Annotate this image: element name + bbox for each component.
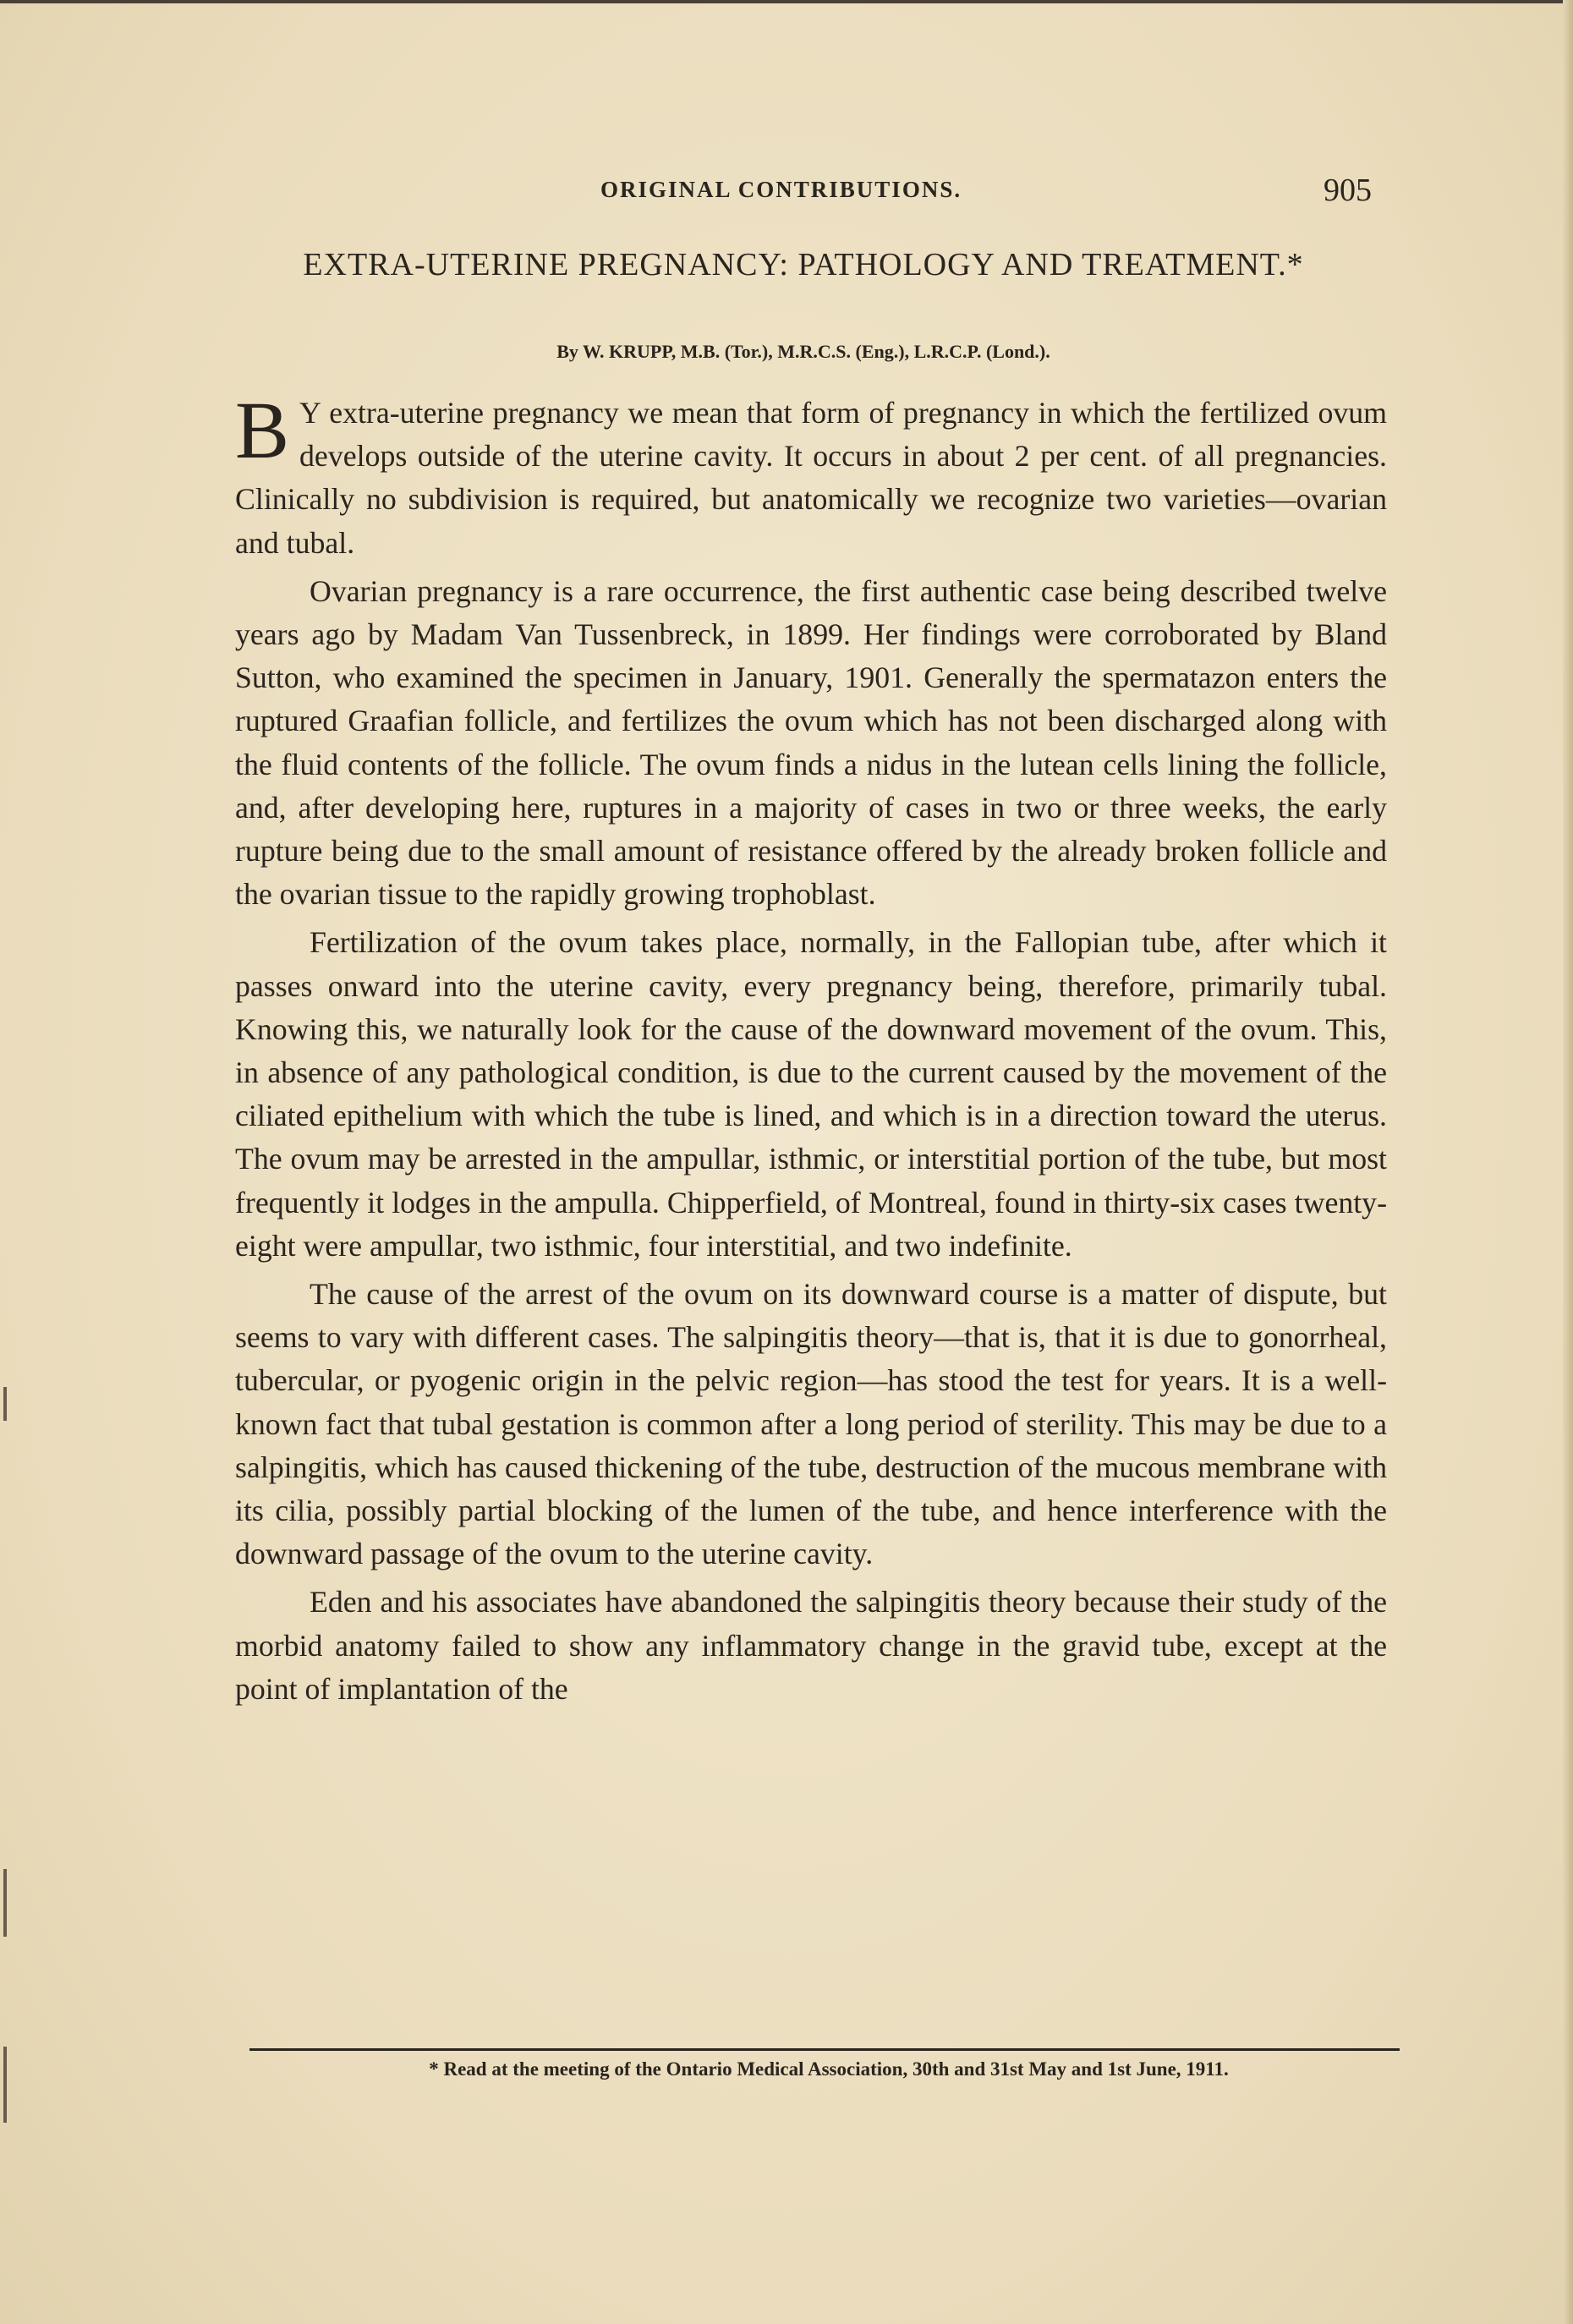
page-right-edge [1563, 0, 1573, 2324]
paragraph: Ovarian pregnancy is a rare occurrence, the first authentic case being described twelve years ago by Madam Van Tussenbreck, in 1899. Her findings were corroborated by Bland Sutton, who examined the specimen in January, 1901. Generally the spermatazon enters the ruptured Graafian follicle, and fertilizes the ovum which has not been discharged along with the fluid contents of the follicle. The ovum finds a nidus in the lutean cells lining the follicle, and, after developing here, ruptures in a majority of cases in two or three weeks, the early rupture being due to the small amount of resistance offered by the already broken follicle and the ovarian tissue to the rapidly growing trophoblast. [235, 573, 1387, 912]
drop-cap: B [235, 385, 290, 475]
footnote-rule [249, 2048, 1400, 2051]
paragraph: Fertilization of the ovum takes place, normally, in the Fallopian tube, after which it passes onward into the uterine cavity, every pregnancy being, therefore, primarily tubal. Knowing this, we naturally look for the cause of the downward movement of the ovum. This, in absence of any pathological condition, is due to the current caused by the movement of the ciliated epithelium with which the tube is lined, and which is in a direction toward the uterus. The ovum may be arrested in the ampullar, isthmic, or interstitial portion of the tube, but most frequently it lodges in the ampulla. Chipperfield, of Montreal, found in thirty-six cases twenty-eight were ampullar, two isthmic, four interstitial, and two indefinite. [235, 925, 1387, 1263]
paragraph-text: Y extra-uterine pregnancy we mean that form of pregnancy in which the fertilized ovum develops outside of the uterine cavity. It occurs in about 2 per cent. of all pregnancies. Clinically no subdivision is required, but anatomically we recognize two varieties—ovarian and tubal. [235, 396, 1387, 560]
paragraph [235, 385, 1387, 565]
article-title: EXTRA-UTERINE PREGNANCY: PATHOLOGY AND TREATMENT.* [303, 247, 1304, 282]
binding-mark [3, 2047, 7, 2123]
paragraph: Eden and his associates have abandoned the salpingitis theory because their study of the morbid anatomy failed to show any inflammatory change in the gravid tube, except at the point of implantation of the [235, 1585, 1387, 1706]
running-title: ORIGINAL CONTRIBUTIONS. [600, 177, 962, 202]
running-head [0, 172, 1573, 206]
author-byline: By W. KRUPP, M.B. (Tor.), M.R.C.S. (Eng.), L.R.C.P. (Lond.). [556, 341, 1050, 362]
page-number: 905 [1324, 173, 1372, 208]
top-edge-rule [0, 0, 1573, 3]
article-body [235, 385, 1387, 1716]
footnote: * Read at the meeting of the Ontario Medical Association, 30th and 31st May and 1st June, 1911. [429, 2058, 1229, 2080]
binding-mark [3, 1869, 7, 1937]
binding-mark [3, 1387, 7, 1421]
paragraph: The cause of the arrest of the ovum on its downward course is a matter of dispute, but seems to vary with different cases. The salpingitis theory—that is, that it is due to gonorrheal, tubercular, or pyogenic origin in the pelvic region—has stood the test for years. It is a well-known fact that tubal gestation is common after a long period of sterility. This may be due to a salpingitis, which has caused thickening of the tube, destruction of the mucous membrane with its cilia, possibly partial blocking of the lumen of the tube, and hence interference with the downward passage of the ovum to the uterine cavity. [235, 1277, 1387, 1571]
